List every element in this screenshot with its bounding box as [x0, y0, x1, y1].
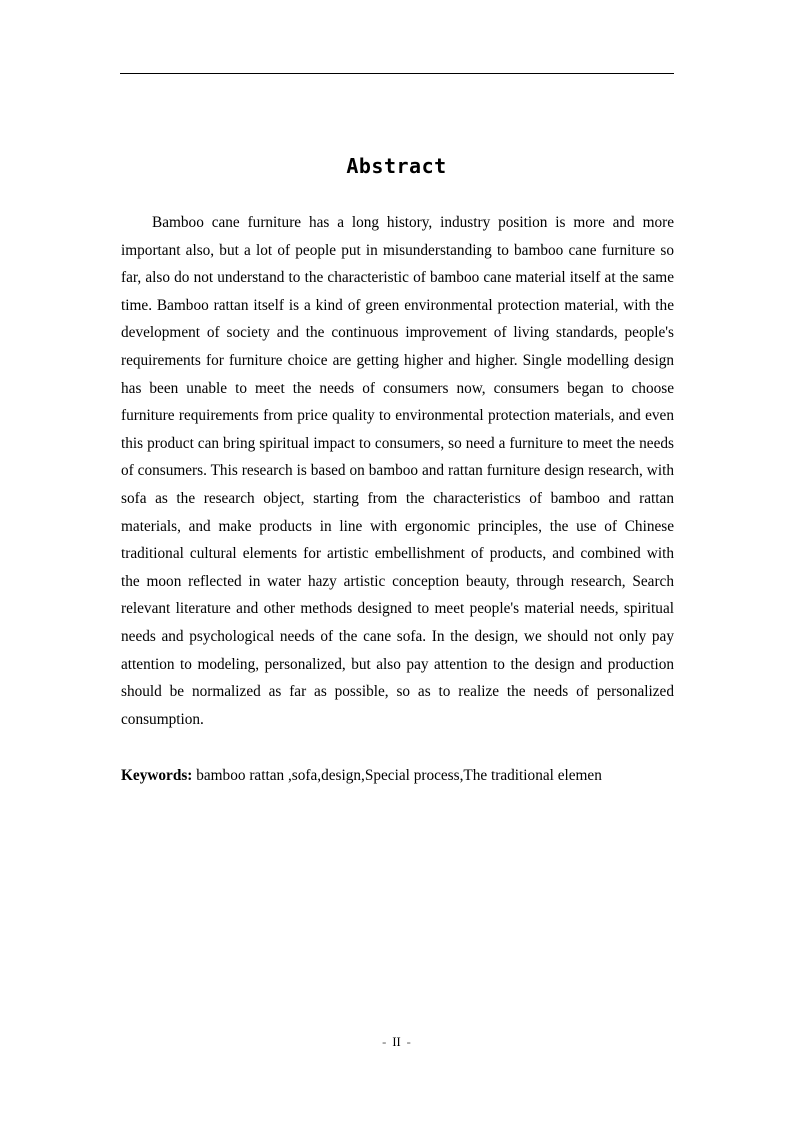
footer-dash-right: -	[406, 1035, 411, 1049]
page-number: II	[392, 1035, 401, 1049]
header-rule	[120, 73, 674, 74]
abstract-body: Bamboo cane furniture has a long history, industry position is more and more important also, but a lot of people put in misunderstanding to bamboo cane furniture so far, also do not understand to the characteristic of bamboo cane material itself at the same time. Bamboo rattan itself is a kind of green environmental protection material, with the development of society and the continuous improvement of living standards, people's requirements for furniture choice are getting higher and higher. Single modelling design has been unable to meet the needs of consumers now, consumers began to choose furniture requirements from price quality to environmental protection materials, and even this product can bring spiritual impact to consumers, so need a furniture to meet the needs of consumers. This research is based on bamboo and rattan furniture design research, with sofa as the research object, starting from the characteristics of bamboo and rattan materials, and make products in line with ergonomic principles, the use of Chinese traditional cultural elements for artistic embellishment of products, and combined with the moon reflected in water hazy artistic conception beauty, through research, Search relevant literature and other methods designed to meet people's material needs, spiritual needs and psychological needs of the cane sofa. In the design, we should not only pay attention to modeling, personalized, but also pay attention to the design and production should be normalized as far as possible, so as to realize the needs of personalized consumption.	[121, 214, 674, 728]
keywords-line	[121, 762, 681, 789]
footer-dash-left: -	[382, 1035, 387, 1049]
page-title: Abstract	[346, 154, 447, 178]
keywords-text: bamboo rattan ,sofa,design,Special process,The traditional elemen	[192, 767, 602, 784]
page-footer	[0, 1034, 793, 1050]
keywords-label: Keywords:	[121, 767, 193, 784]
